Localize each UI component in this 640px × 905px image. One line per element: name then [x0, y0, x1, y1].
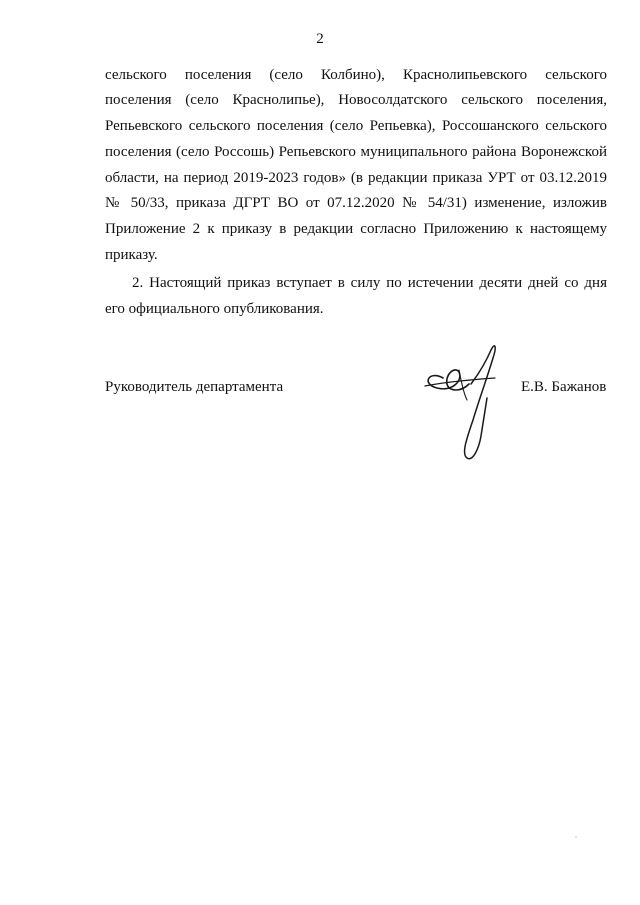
page-number: 2 [316, 31, 324, 47]
paragraph-line: области, на период 2019-2023 годов» (в редакции приказа УРТ от 03.12.2019 [105, 170, 607, 186]
paragraph-line: сельского поселения (село Колбино), Краснолипьевского сельского [105, 67, 607, 83]
paragraph-line: поселения (село Россошь) Репьевского муниципального района Воронежской [105, 144, 607, 160]
scan-speck [575, 836, 577, 838]
paragraph-line: 2. Настоящий приказ вступает в силу по истечении десяти дней со дня [132, 275, 607, 291]
signatory-name: Е.В. Бажанов [521, 379, 607, 395]
paragraph-line: Репьевского сельского поселения (село Репьевка), Россошанского сельского [105, 118, 607, 134]
paragraph-line: его официального опубликования. [105, 301, 324, 317]
paragraph-line: Приложение 2 к приказу в редакции согласно Приложению к настоящему [105, 221, 607, 237]
paragraph-line: № 50/33, приказа ДГРТ ВО от 07.12.2020 № 54/31) изменение, изложив [105, 195, 607, 211]
paragraph-line: поселения (село Краснолипье), Новосолдатского сельского поселения, [105, 92, 607, 108]
handwritten-signature [415, 340, 505, 465]
signatory-position: Руководитель департамента [105, 379, 284, 395]
paragraph-line: приказу. [105, 247, 158, 263]
